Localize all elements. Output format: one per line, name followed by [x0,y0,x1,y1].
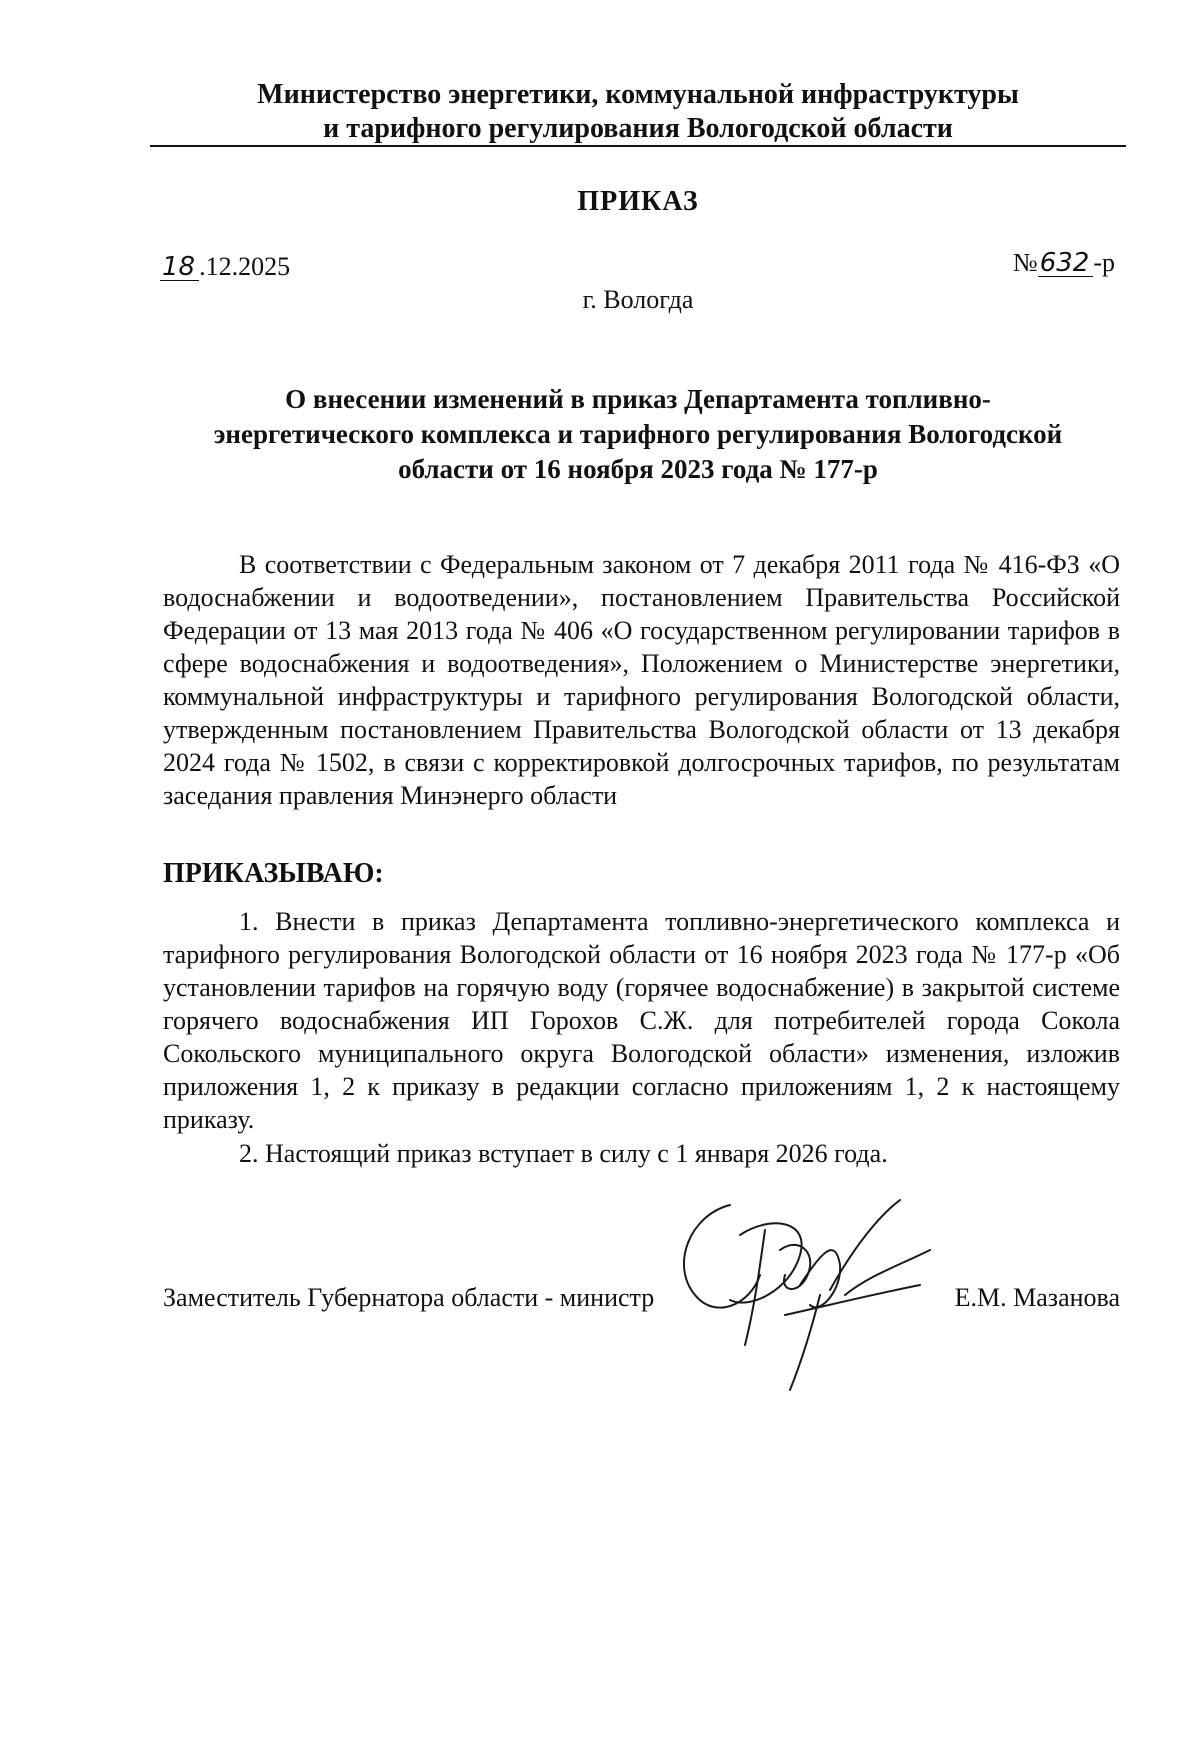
document-type: ПРИКАЗ [577,186,699,217]
handwritten-signature [670,1195,950,1395]
document-number [1013,248,1115,278]
number-suffix: -р [1093,248,1115,277]
number-prefix: № [1012,248,1038,277]
preamble-paragraph: В соответствии с Федеральным законом от 7 декабря 2011 года № 416-ФЗ «О водоснабжении и водоотведении», постановлением Правительства Российской Федерации от 13 мая 2013 года № 406 «О государственном регулировании тарифов в сфере водоснабжения и водоотведения», Положением о Министерстве энергетики, коммунальной инфраструктуры и тарифного регулирования Вологодской области, утвержденным постановлением Правительства Вологодской области от 13 декабря 2024 года № 1502, в связи с корректировкой долгосрочных тарифов, по результатам заседания правления Минэнерго области [163,550,1120,810]
subject-line-2: энергетического комплекса и тарифного регулирования Вологодской [213,419,1063,449]
header-divider [150,145,1126,147]
date-day-handwritten: 18 [160,254,199,281]
order-item-2: 2. Настоящий приказ вступает в силу с 1 января 2026 года. [239,1139,888,1168]
signatory-name: Е.М. Мазанова [954,1283,1120,1312]
date-month-year: .12.2025 [199,252,291,281]
ministry-line-1: Министерство энергетики, коммунальной инфраструктуры [257,79,1019,110]
document-subject [150,382,1126,487]
document-city: г. Вологда [582,285,694,314]
order-item-1: 1. Внести в приказ Департамента топливно-энергетического комплекса и тарифного регулирования Вологодской области от 16 ноября 2023 года № 177-р «Об установлении тарифов на горячую воду (горячее водоснабжение) в закрытой системе горячего водоснабжения ИП Горохов С.Ж. для потребителей города Сокола Сокольского муниципального округа Вологодской области» изменения, изложив приложения 1, 2 к приказу в редакции согласно приложениям 1, 2 к настоящему приказу. [163,907,1120,1134]
order-word: ПРИКАЗЫВАЮ: [163,858,384,889]
subject-line-1: О внесении изменений в приказ Департамента топливно- [285,384,991,414]
number-handwritten: 632 [1038,250,1094,277]
ministry-header [150,78,1126,146]
document-date [160,252,290,282]
ministry-line-2: и тарифного регулирования Вологодской области [323,113,953,144]
subject-line-3: области от 16 ноября 2023 года № 177-р [398,454,878,484]
signatory-position: Заместитель Губернатора области - министр [163,1283,655,1312]
